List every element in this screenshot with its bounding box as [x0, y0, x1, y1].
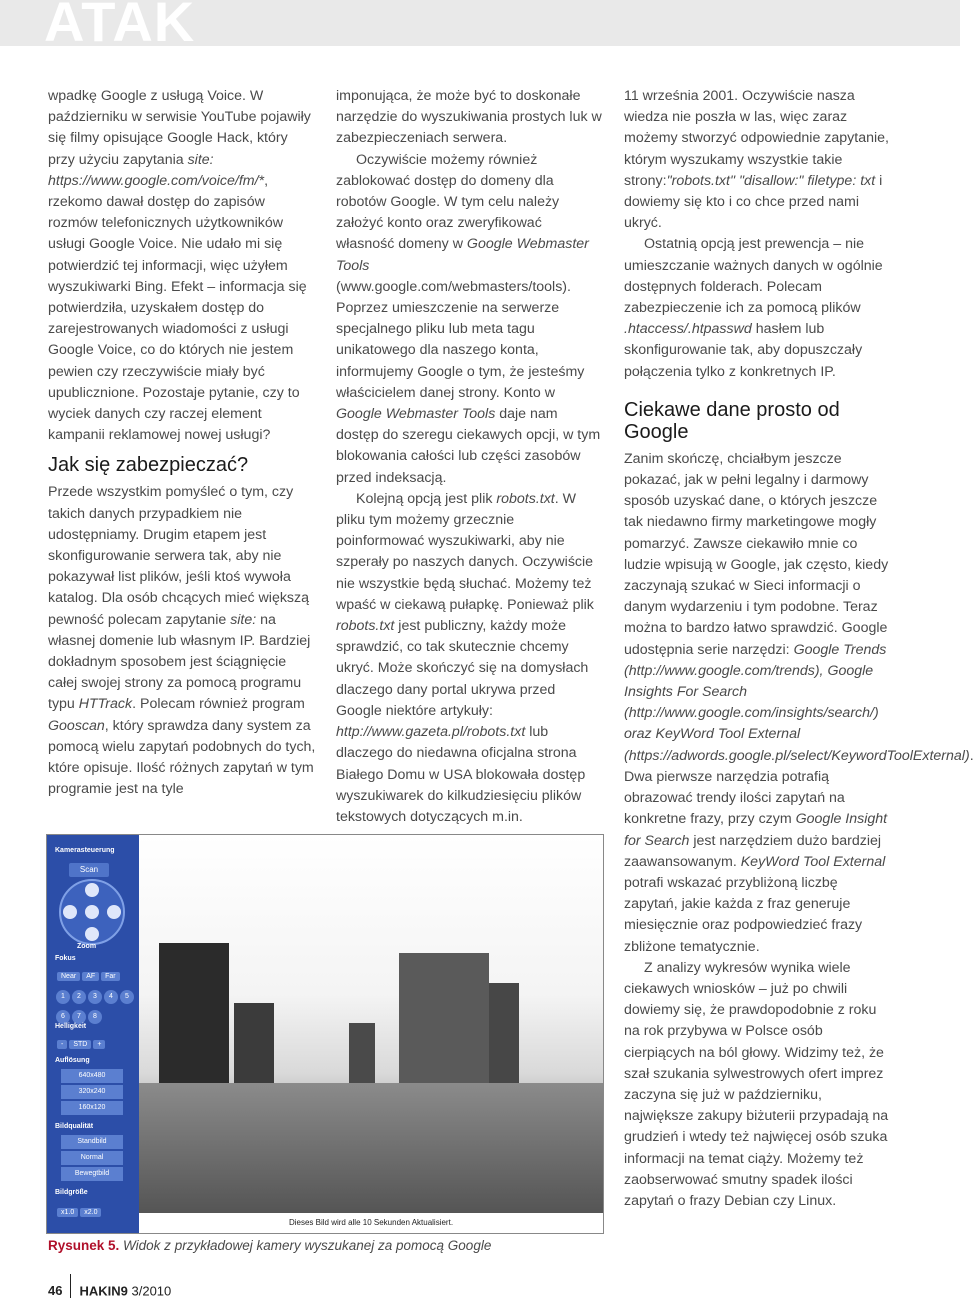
aufloesung-label: Auflösung	[55, 1057, 90, 1064]
resolution-button[interactable]: 160x120	[61, 1101, 123, 1115]
column-3	[624, 86, 974, 1212]
preset-button[interactable]: 7	[72, 1010, 86, 1024]
quality-button[interactable]: Standbild	[61, 1135, 123, 1149]
paragraph: Z analizy wykresów wynika wiele ciekawych wniosków – już po chwili dowiemy się, że prawdopodobnie z roku na rok przybywa w Polsce osób cierpiących na ból głowy. Widzimy też, że szał szukania sylwestrowych ofert imprez zaczyna się już w październiku, największe zakupy biżuterii przypadają na grudzień i wtedy też najwięcej osób szuka informacji na temat ciąży. Możemy też zaobserwować smutny spadek ilości zapytań o frazy Debian czy Linux.	[624, 959, 889, 1209]
fokus-af-button[interactable]: AF	[82, 972, 99, 981]
preset-button[interactable]: 5	[120, 990, 134, 1004]
fokus-label: Fokus	[55, 955, 76, 962]
preset-button[interactable]: 3	[88, 990, 102, 1004]
paragraph: 11 września 2001. Oczywiście nasza wiedza nie poszła w las, więc zaraz możemy stworzyć odpowiednie zapytanie, którym wyszukamy wszystkie takie strony:"robots.txt" "disallow:" filetype: txt i dowiemy się kto i co chce przed nami ukryć.	[624, 88, 889, 232]
camera-control-panel	[47, 835, 139, 1233]
preset-button[interactable]: 1	[56, 990, 70, 1004]
scan-button[interactable]: Scan	[69, 863, 109, 877]
paragraph: wpadkę Google z usługą Voice. W październiku w serwisie YouTube pojawiły się filmy opisujące Google Hack, który przy użyciu zapytania site: https://www.google.com/voice/fm/*, rzekomo dawał dostęp do zapisów rozmów telefonicznych użytkowników usługi Google Voice. Nie udało mi się potwierdzić tej informacji, więc użyłem wyszukiwarki Bing. Efekt – informacja się potwierdziła, uzyskałem dostęp do zarejestrowanych wiadomości z usługi Google Voice, co do których nie jestem pewien czy rzeczywiście miały być upublicznione. Pozostaje pytanie, czy to wyciek danych czy raczej element kampanii reklamowej nowej usługi?	[48, 88, 311, 444]
section-heading: Ciekawe dane prosto od Google	[624, 398, 840, 443]
arrow-right-icon[interactable]	[107, 905, 121, 919]
arrow-up-icon[interactable]	[85, 883, 99, 897]
paragraph: Zanim skończę, chciałbym jeszcze pokazać, jak w pełni legalny i darmowy sposób uzyskać dane, o których jeszcze tak niedawno firmy marketingowe mogły pomarzyć. Zawsze ciekawiło mnie co ludzie wpisują w Google, jak często, kiedy zaczynają szukać w Sieci informacji o danym wydarzeniu i tym podobne. Teraz można to bardzo łatwo sprawdzić. Google udostępnia serie narzędzi: Google Trends (http://www.google.com/trends), Google Insights For Search (http://www.google.com/insights/search/) oraz KeyWord Tool External (https://adwords.google.pl/select/KeywordToolExternal). Dwa pierwsze narzędzia potrafią obrazować trendy ilości zapytań na konkretne frazy, przy czym Google Insight for Search jest narzędziem dużo bardziej zaawansowanym. KeyWord Tool External potrafi wskazać przybliżoną liczbę zapytań, jakie każda z fraz generuje miesięcznie oraz podpowiedzieć frazy zbliżone tematycznie.	[624, 450, 974, 955]
size-buttons	[57, 1201, 103, 1219]
size-button[interactable]: x2.0	[80, 1208, 101, 1217]
camera-caption: Dieses Bild wird alle 10 Sekunden Aktualisiert.	[139, 1213, 603, 1233]
figure-caption-text: Widok z przykładowej kamery wyszukanej za pomocą Google	[119, 1238, 492, 1253]
preset-button[interactable]: 8	[88, 1010, 102, 1024]
river	[139, 1083, 603, 1213]
figure-caption	[48, 1238, 491, 1253]
column-2	[336, 86, 604, 828]
page-number: 46	[48, 1283, 63, 1299]
issue-number: 3/2010	[131, 1283, 172, 1299]
figure-caption-label: Rysunek 5.	[48, 1238, 120, 1253]
quality-button[interactable]: Bewegtbild	[61, 1167, 123, 1181]
brightness-std-button[interactable]: STD	[69, 1040, 91, 1049]
arrow-left-icon[interactable]	[63, 905, 77, 919]
resolution-button[interactable]: 640x480	[61, 1069, 123, 1083]
camera-image	[139, 835, 603, 1233]
helligkeit-label: Helligkeit	[55, 1023, 87, 1030]
paragraph: Ostatnią opcją jest prewencja – nie umieszczanie ważnych danych w ogólnie dostępnych folderach. Polecam zabezpieczenie ich za pomocą plików .htaccess/.htpasswd hasłem lub skonfigurowanie tak, aby dopuszczały połączenia tylko z konkretnych IP.	[624, 236, 883, 380]
paragraph: Kolejną opcją jest plik robots.txt. W pliku tym możemy grzecznie poinformować wyszukiwarki, aby nie szperały po naszych danych. Oczywiście nie wszystkie będą słuchać. Możemy też wpaść w ciekawą pułapkę. Ponieważ plik robots.txt jest publiczny, każdy może sprawdzić, co tak skutecznie chcemy ukryć. Może skończyć się na domysłach dlaczego dany portal ukrywa przed Google niektóre artykuły: http://www.gazeta.pl/robots.txt lub dlaczego do niedawna oficjalna strona Białego Domu w USA blokowała dostęp wyszukiwarek do kilkudziesięciu plików tekstowych dotyczących m.in.	[336, 490, 594, 825]
camera-screenshot	[46, 834, 604, 1234]
preset-button[interactable]: 6	[56, 1010, 70, 1024]
quality-button[interactable]: Normal	[61, 1151, 123, 1165]
paragraph: Oczywiście możemy również zablokować dostęp do domeny dla robotów Google. W tym celu należy założyć konto oraz zweryfikować własność domeny w Google Webmaster Tools (www.google.com/webmasters/tools). Poprzez umieszczenie na serwerze specjalnego pliku lub meta tagu unikatowego dla naszego konta, informujemy Google o tym, że jesteśmy właścicielem danej strony. Konto w Google Webmaster Tools daje nam dostęp do szeregu ciekawych opcji, w tym blokowania całości lub części zasobów przed indeksacją.	[336, 151, 601, 486]
fokus-near-button[interactable]: Near	[57, 972, 80, 981]
bildgroesse-label: Bildgröße	[55, 1189, 88, 1196]
helligkeit-buttons	[57, 1033, 107, 1051]
preset-buttons	[55, 985, 135, 1025]
panel-title: Kamerasteuerung	[55, 847, 115, 854]
fokus-buttons	[57, 965, 122, 983]
preset-button[interactable]: 4	[104, 990, 118, 1004]
footer-divider	[70, 1274, 71, 1298]
size-button[interactable]: x1.0	[57, 1208, 78, 1217]
preset-button[interactable]: 2	[72, 990, 86, 1004]
paragraph: imponująca, że może być to doskonałe narzędzie do wyszukiwania prostych luk w zabezpieczeniach serwera.	[336, 88, 602, 147]
column-1	[48, 86, 316, 801]
home-icon[interactable]	[85, 905, 99, 919]
section-heading: Jak się zabezpieczać?	[48, 454, 249, 477]
brightness-plus-button[interactable]: +	[93, 1040, 105, 1049]
page-footer	[48, 1280, 171, 1304]
magazine-name: HAKIN9	[79, 1283, 128, 1299]
resolution-button[interactable]: 320x240	[61, 1085, 123, 1099]
arrow-down-icon[interactable]	[85, 927, 99, 941]
zoom-label: Zoom	[77, 943, 97, 950]
bildqualitaet-label: Bildqualität	[55, 1123, 94, 1130]
direction-pad[interactable]	[59, 879, 125, 945]
section-label: ATAK	[44, 0, 196, 53]
brightness-minus-button[interactable]: -	[57, 1040, 67, 1049]
paragraph: Przede wszystkim pomyśleć o tym, czy takich danych przypadkiem nie udostępniamy. Drugim etapem jest skonfigurowanie serwera tak, aby nie pokazywał list plików, jeśli ktoś wywoła katalog. Dla osób chcących mieć większą pewność polecam zapytanie site: na własnej domenie lub własnym IP. Bardziej dokładnym sposobem jest ściągnięcie całej swojej strony za pomocą programu typu HTTrack. Polecam również program Gooscan, który sprawdza dany system za pomocą wielu zapytań podobnych do tych, które opisuje. Ilość różnych zapytań w tym programie jest na tyle	[48, 484, 316, 798]
fokus-far-button[interactable]: Far	[101, 972, 120, 981]
